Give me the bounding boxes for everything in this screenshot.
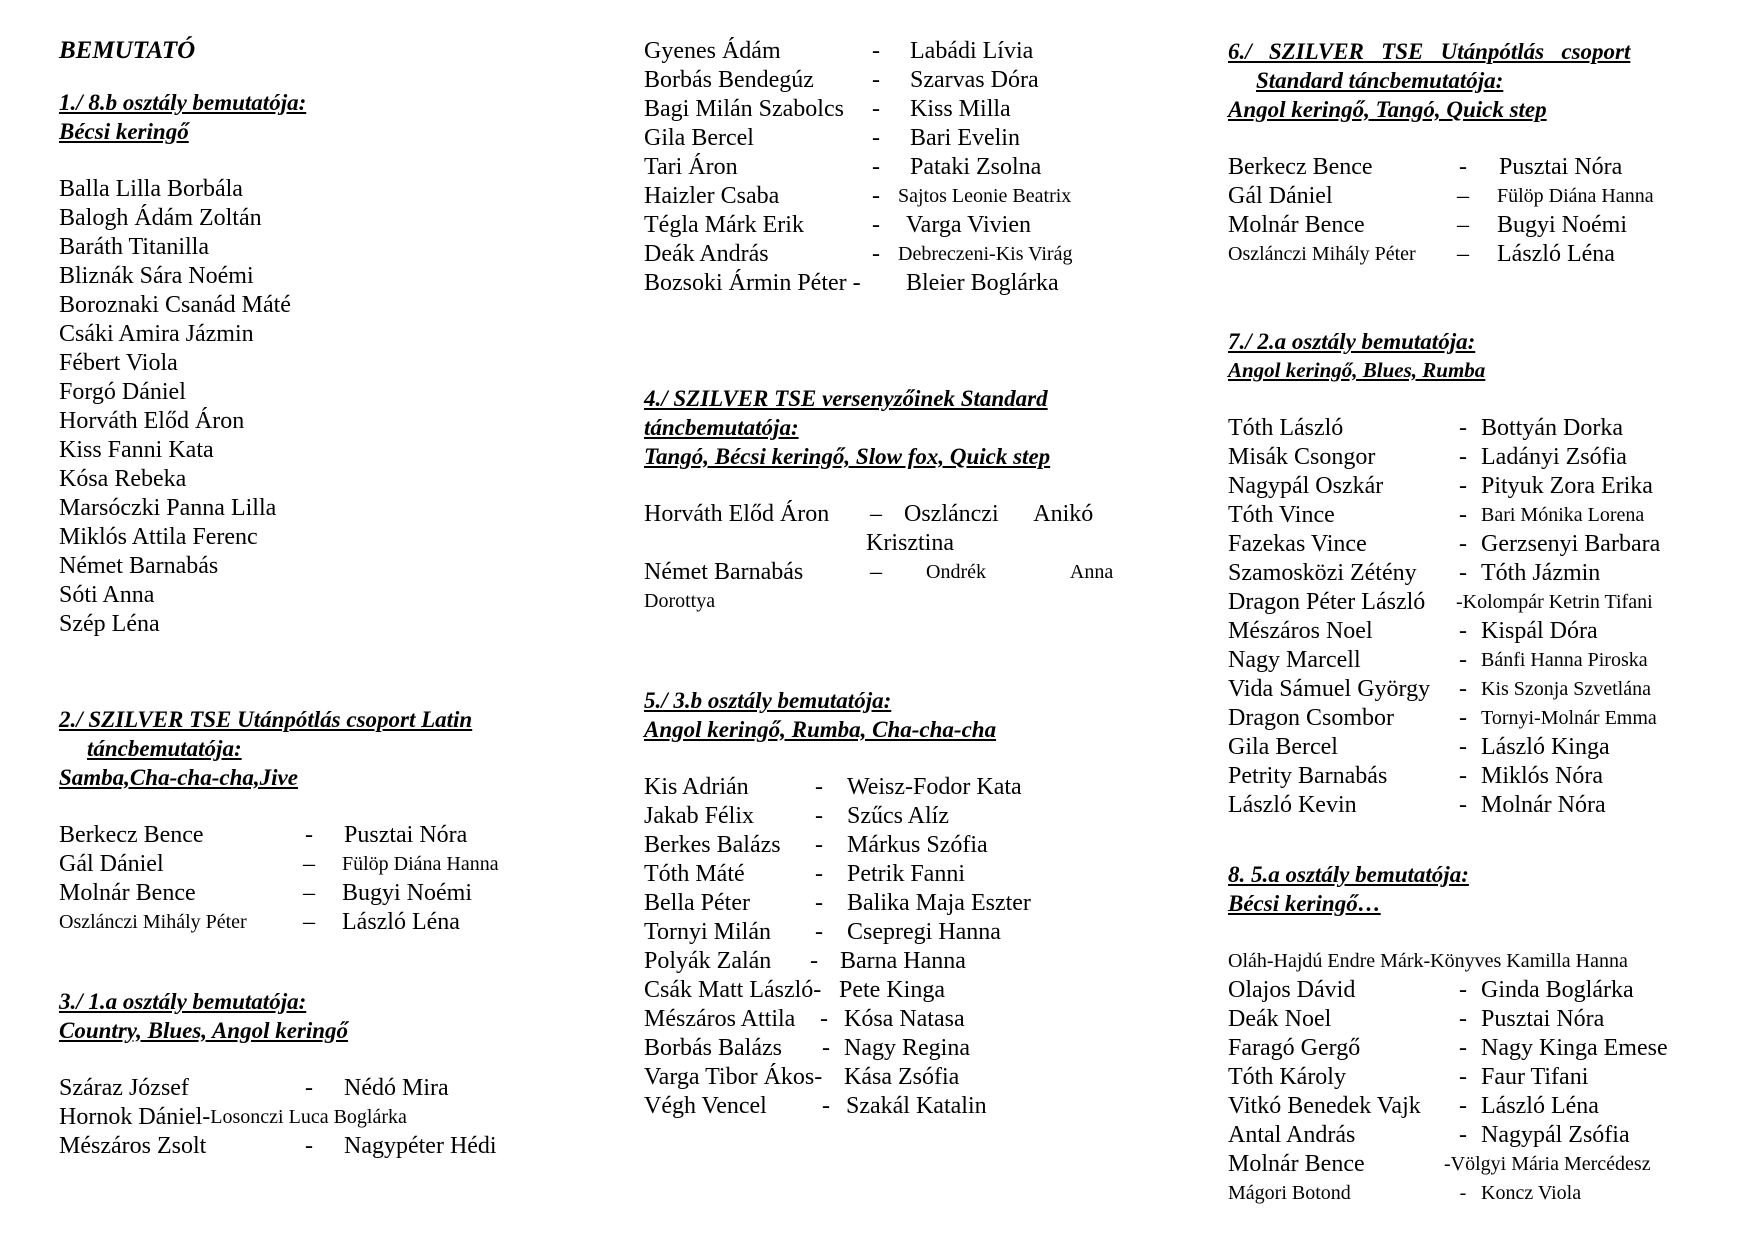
partner-a: Tari Áron (644, 154, 738, 180)
pair-row (1228, 1150, 1698, 1179)
pair-row (644, 95, 1104, 124)
pair-dash: – (303, 880, 315, 906)
pair-row (644, 558, 1114, 587)
partner-b: Nagy Kinga Emese (1481, 1035, 1668, 1061)
partner-b: Miklós Nóra (1481, 763, 1603, 789)
pair-dash: - (1459, 560, 1467, 586)
pair-row (1228, 530, 1698, 559)
pair-row (1228, 1005, 1698, 1034)
partner-b: Pityuk Zora Erika (1481, 473, 1653, 499)
pair-row (1228, 976, 1698, 1005)
section-heading: 1./ 8.b osztály bemutatója: (59, 90, 307, 115)
pair-dash: – (303, 851, 315, 877)
partner-b: Szakál Katalin (846, 1093, 987, 1119)
partner-a: Oszlánczi Mihály Péter (1228, 243, 1416, 265)
pair-row: Oláh-Hajdú Endre Márk-Könyves Kamilla Hanna (1228, 950, 1628, 972)
pair-list (644, 37, 1104, 298)
pair-list (59, 1074, 579, 1161)
pair-row (644, 153, 1104, 182)
partner-b: Bottyán Dorka (1481, 415, 1623, 441)
partner-b: Debreczeni-Kis Virág (898, 243, 1073, 265)
pair-dash: - (815, 861, 823, 887)
partner-b: Nagypál Zsófia (1481, 1122, 1630, 1148)
partner-a: Tóth Máté (644, 861, 745, 887)
partner-b: Pusztai Nóra (1499, 154, 1623, 180)
partner-b: László Kinga (1481, 734, 1610, 760)
pair-row (1228, 1034, 1698, 1063)
partner-a: Berkecz Bence (1228, 154, 1373, 180)
section-heading-cont: táncbemutatója: (644, 415, 799, 440)
pair-dash: - (822, 1093, 830, 1119)
pair-dash: – (1457, 183, 1469, 209)
partner-b: Ginda Boglárka (1481, 977, 1634, 1003)
partner-b: Bugyi Noémi (342, 880, 472, 906)
pair-row (644, 918, 1104, 947)
pair-row (1228, 1063, 1698, 1092)
pair-dash: - (1459, 154, 1467, 180)
partner-b: Oszlánczi Anikó (904, 501, 1094, 527)
page-title: BEMUTATÓ (59, 37, 196, 64)
partner-a: Hornok Dániel- (59, 1104, 211, 1130)
partner-a: Bozsoki Ármin Péter - (644, 270, 861, 296)
partner-a: Gila Bercel (1228, 734, 1338, 760)
pair-row (644, 500, 1104, 529)
partner-b: Nagypéter Hédi (344, 1133, 497, 1159)
pair-dash: - (1459, 792, 1467, 818)
pair-row (644, 240, 1104, 269)
section-heading: 4./ SZILVER TSE versenyzőinek Standard (644, 386, 1048, 411)
partner-b: Ondrék Anna (926, 561, 1114, 583)
partner-b: Faur Tifani (1481, 1064, 1589, 1090)
list-item: Marsóczki Panna Lilla (59, 495, 277, 521)
column-1 (59, 36, 579, 1201)
list-item: Balogh Ádám Zoltán (59, 205, 262, 231)
pair-row (644, 976, 1104, 1005)
pair-dash: - (1459, 531, 1467, 557)
partner-a: Antal András (1228, 1122, 1356, 1148)
pair-dash: - (822, 1035, 830, 1061)
partner-b: Kósa Natasa (844, 1006, 965, 1032)
pair-row (1228, 414, 1698, 443)
pair-list (1228, 153, 1698, 269)
partner-a: Gyenes Ádám (644, 38, 781, 64)
section-dances: Angol keringő, Tangó, Quick step (1228, 97, 1547, 122)
partner-a: Molnár Bence (1228, 212, 1365, 238)
pair-row (1228, 559, 1698, 588)
pair-dash: - (872, 38, 880, 64)
partner-b: Kása Zsófia (844, 1064, 960, 1090)
section-6 (1228, 37, 1698, 269)
pair-dash: - (1459, 1122, 1467, 1148)
pair-row (1228, 1179, 1698, 1208)
partner-a: Kis Adrián (644, 774, 749, 800)
list-item: Kósa Rebeka (59, 466, 187, 492)
pair-dash: - (872, 212, 880, 238)
partner-b: Bleier Boglárka (906, 270, 1059, 296)
partner-a: Faragó Gergő (1228, 1035, 1361, 1061)
section-7 (1228, 327, 1698, 820)
partner-a: Mágori Botond (1228, 1182, 1351, 1204)
partner-a: Tóth Vince (1228, 502, 1335, 528)
partner-a: Tóth Károly (1228, 1064, 1346, 1090)
list-item: Horváth Előd Áron (59, 408, 245, 434)
list-item: Balla Lilla Borbála (59, 176, 243, 202)
partner-b: László Léna (1497, 241, 1615, 267)
pair-dash: - (820, 1006, 828, 1032)
partner-a: Berkecz Bence (59, 822, 204, 848)
pair-row (644, 66, 1104, 95)
partner-b-cont: Krisztina (866, 530, 954, 556)
partner-b: Bugyi Noémi (1497, 212, 1627, 238)
partner-a: Borbás Bendegúz (644, 67, 814, 93)
pair-row (1228, 704, 1698, 733)
list-item: Boroznaki Csanád Máté (59, 292, 291, 318)
pair-list (1228, 947, 1698, 1208)
section-1 (59, 88, 579, 639)
section-heading: 6./ SZILVER TSE Utánpótlás csoport (1228, 39, 1631, 64)
partner-a: Vida Sámuel György (1228, 676, 1431, 702)
section-heading: 7./ 2.a osztály bemutatója: (1228, 329, 1476, 354)
partner-a: Bella Péter (644, 890, 750, 916)
pair-row (1228, 1092, 1698, 1121)
pair-list (644, 500, 1114, 616)
partner-a: Borbás Balázs (644, 1035, 782, 1061)
pair-dash: - (872, 154, 880, 180)
partner-a: Gál Dániel (1228, 183, 1333, 209)
section-dances: Samba,Cha-cha-cha,Jive (59, 765, 298, 790)
pair-row (644, 1034, 1104, 1063)
pair-dash: - (1459, 734, 1467, 760)
list-item: Szép Léna (59, 611, 160, 637)
partner-b: László Léna (1481, 1093, 1599, 1119)
section-8 (1228, 860, 1698, 1208)
partner-a: Deák Noel (1228, 1006, 1332, 1032)
partner-a: Oszlánczi Mihály Péter (59, 911, 247, 933)
pair-row (644, 182, 1104, 211)
partner-a: Német Barnabás (644, 559, 804, 585)
pair-row (59, 821, 579, 850)
partner-a: Mészáros Noel (1228, 618, 1373, 644)
section-dances: Angol keringő, Rumba, Cha-cha-cha (644, 717, 997, 742)
partner-b: Tóth Jázmin (1481, 560, 1601, 586)
partner-b: Varga Vivien (906, 212, 1031, 238)
partner-b: László Léna (342, 909, 460, 935)
list-item: Bliznák Sára Noémi (59, 263, 254, 289)
partner-b: Bánfi Hanna Piroska (1481, 649, 1648, 671)
partner-b: Nédó Mira (344, 1075, 449, 1101)
pair-row (644, 211, 1104, 240)
list-item: Sóti Anna (59, 582, 155, 608)
partner-b: Weisz-Fodor Kata (847, 774, 1022, 800)
partner-a: Csák Matt László- (644, 977, 822, 1003)
pair-dash: – (1457, 212, 1469, 238)
pair-dash: - (815, 919, 823, 945)
pair-row (644, 269, 1104, 298)
pair-list (59, 821, 579, 937)
list-item: Forgó Dániel (59, 379, 186, 405)
partner-a: Végh Vencel (644, 1093, 767, 1119)
partner-b: Molnár Nóra (1481, 792, 1606, 818)
pair-dash: - (815, 774, 823, 800)
list-item: Kiss Fanni Kata (59, 437, 214, 463)
partner-a: Fazekas Vince (1228, 531, 1367, 557)
pair-row (1228, 675, 1698, 704)
pair-row (1228, 1121, 1698, 1150)
participant-list (59, 175, 579, 639)
pair-dash: - (1459, 1064, 1467, 1090)
pair-dash: – (303, 909, 315, 935)
partner-b: Bari Mónika Lorena (1481, 504, 1645, 526)
pair-dash: - (305, 1075, 313, 1101)
partner-a: Tégla Márk Erik (644, 212, 804, 238)
partner-b: Kis Szonja Szvetlána (1481, 678, 1651, 700)
pair-list (644, 773, 1104, 1121)
section-2 (59, 705, 579, 937)
pair-list (1228, 414, 1698, 820)
pair-row (1228, 182, 1698, 211)
pair-dash: – (1457, 241, 1469, 267)
list-item: Miklós Attila Ferenc (59, 524, 258, 550)
pair-row (644, 773, 1104, 802)
pair-dash: – (870, 559, 882, 585)
pair-dash: - (872, 67, 880, 93)
pair-row (1228, 443, 1698, 472)
partner-a: László Kevin (1228, 792, 1357, 818)
partner-a: Molnár Bence (59, 880, 196, 906)
partner-b: Sajtos Leonie Beatrix (898, 185, 1072, 207)
pair-row (644, 124, 1104, 153)
section-4 (644, 384, 1114, 616)
partner-b: -Kolompár Ketrin Tifani (1456, 591, 1653, 613)
list-item: Csáki Amira Jázmin (59, 321, 254, 347)
partner-b: Petrik Fanni (847, 861, 965, 887)
pair-row (1228, 646, 1698, 675)
pair-dash: - (1459, 1006, 1467, 1032)
partner-b: -Völgyi Mária Mercédesz (1444, 1153, 1651, 1175)
pair-dash: - (1459, 473, 1467, 499)
pair-row (1228, 762, 1698, 791)
pair-dash: - (810, 948, 818, 974)
pair-row (644, 947, 1104, 976)
pair-dash: - (815, 803, 823, 829)
pair-row (644, 1063, 1104, 1092)
pair-dash: - (872, 96, 880, 122)
pair-dash: - (1459, 977, 1467, 1003)
partner-a: Tornyi Milán (644, 919, 771, 945)
partner-b: Kiss Milla (910, 96, 1011, 122)
partner-a: Molnár Bence (1228, 1151, 1365, 1177)
list-item: Fébert Viola (59, 350, 178, 376)
partner-b-cont: Dorottya (644, 590, 716, 612)
pair-row (1228, 791, 1698, 820)
partner-a: Szamosközi Zétény (1228, 560, 1417, 586)
pair-row (1228, 733, 1698, 762)
partner-b: Márkus Szófia (847, 832, 988, 858)
section-3-continued (644, 37, 1104, 298)
pair-dash: - (1459, 647, 1467, 673)
section-heading-cont: táncbemutatója: (87, 736, 242, 761)
section-dances: Tangó, Bécsi keringő, Slow fox, Quick step (644, 444, 1051, 469)
pair-row (1228, 472, 1698, 501)
partner-a: Berkes Balázs (644, 832, 781, 858)
pair-row (1228, 617, 1698, 646)
partner-a: Gila Bercel (644, 125, 754, 151)
pair-dash: - (305, 1133, 313, 1159)
section-heading: 8. 5.a osztály bemutatója: (1228, 862, 1469, 887)
pair-row (59, 879, 579, 908)
partner-b: Pataki Zsolna (910, 154, 1042, 180)
partner-a: Gál Dániel (59, 851, 164, 877)
pair-dash: - (815, 890, 823, 916)
partner-a: Jakab Félix (644, 803, 754, 829)
section-dances: Bécsi keringő (59, 119, 189, 144)
pair-row (59, 908, 579, 937)
pair-row (59, 1132, 579, 1161)
pair-dash: - (872, 241, 880, 267)
pair-dash: - (1459, 444, 1467, 470)
partner-a: Tóth László (1228, 415, 1344, 441)
section-heading-cont: Standard táncbemutatója: (1256, 68, 1504, 93)
partner-a: Száraz József (59, 1075, 189, 1101)
partner-b: Losonczi Luca Boglárka (210, 1106, 407, 1128)
partner-b: Gerzsenyi Barbara (1481, 531, 1661, 557)
pair-dash: - (872, 183, 880, 209)
partner-b: Barna Hanna (840, 948, 966, 974)
pair-row (644, 1005, 1104, 1034)
partner-a: Deák András (644, 241, 769, 267)
pair-row (644, 860, 1104, 889)
partner-b: Ladányi Zsófia (1481, 444, 1627, 470)
pair-dash: - (1459, 763, 1467, 789)
partner-a: Bagi Milán Szabolcs (644, 96, 844, 122)
pair-row (644, 529, 1104, 558)
partner-b: Bari Evelin (910, 125, 1020, 151)
partner-b: Fülöp Diána Hanna (1497, 185, 1654, 207)
pair-row (1228, 588, 1698, 617)
partner-b: Szűcs Alíz (847, 803, 949, 829)
pair-dash: - (1459, 618, 1467, 644)
pair-row (644, 1092, 1104, 1121)
partner-a: Horváth Előd Áron (644, 501, 830, 527)
partner-b: Kispál Dóra (1481, 618, 1598, 644)
partner-a: Mészáros Attila (644, 1006, 796, 1032)
list-item: Baráth Titanilla (59, 234, 209, 260)
pair-dash: - (872, 125, 880, 151)
partner-a: Nagypál Oszkár (1228, 473, 1384, 499)
partner-b: Koncz Viola (1481, 1182, 1582, 1204)
column-2 (644, 37, 1114, 1161)
pair-row (59, 1074, 579, 1103)
partner-b: Nagy Regina (844, 1035, 970, 1061)
pair-dash: - (1459, 502, 1467, 528)
list-item: Német Barnabás (59, 553, 219, 579)
pair-dash: – (870, 501, 882, 527)
section-5 (644, 686, 1104, 1121)
section-dances: Country, Blues, Angol keringő (59, 1018, 349, 1043)
partner-a: Haizler Csaba (644, 183, 780, 209)
partner-a: Vitkó Benedek Vajk (1228, 1093, 1421, 1119)
pair-dash: - (1459, 415, 1467, 441)
pair-row (644, 37, 1104, 66)
pair-row (1228, 153, 1698, 182)
partner-b: Csepregi Hanna (847, 919, 1001, 945)
partner-b: Labádi Lívia (910, 38, 1034, 64)
pair-dash: - (1459, 676, 1467, 702)
partner-a: Misák Csongor (1228, 444, 1376, 470)
partner-a: Dragon Csombor (1228, 705, 1394, 731)
pair-row (644, 802, 1104, 831)
section-3 (59, 987, 579, 1161)
partner-a: Nagy Marcell (1228, 647, 1361, 673)
partner-b: Fülöp Diána Hanna (342, 853, 499, 875)
section-heading: 5./ 3.b osztály bemutatója: (644, 688, 892, 713)
partner-a: Varga Tibor Ákos- (644, 1064, 823, 1090)
pair-row (644, 889, 1104, 918)
column-3 (1228, 37, 1698, 1248)
pair-row (644, 831, 1104, 860)
section-heading: 3./ 1.a osztály bemutatója: (59, 989, 307, 1014)
partner-a: Petrity Barnabás (1228, 763, 1388, 789)
pair-row (1228, 501, 1698, 530)
partner-a: Olajos Dávid (1228, 977, 1356, 1003)
partner-b: Pusztai Nóra (344, 822, 468, 848)
pair-dash: - (815, 832, 823, 858)
partner-a: Mészáros Zsolt (59, 1133, 207, 1159)
partner-b: Balika Maja Eszter (847, 890, 1031, 916)
partner-b: Pusztai Nóra (1481, 1006, 1605, 1032)
section-dances: Bécsi keringő… (1228, 891, 1381, 916)
pair-dash: - (1459, 1182, 1467, 1204)
section-dances: Angol keringő, Blues, Rumba (1228, 358, 1486, 382)
pair-row (59, 1103, 579, 1132)
partner-b: Pete Kinga (839, 977, 945, 1003)
pair-dash: - (1459, 1035, 1467, 1061)
partner-b: Szarvas Dóra (910, 67, 1039, 93)
partner-a: Polyák Zalán (644, 948, 772, 974)
pair-dash: - (305, 822, 313, 848)
pair-row (59, 850, 579, 879)
pair-row (1228, 211, 1698, 240)
partner-b: Tornyi-Molnár Emma (1481, 707, 1657, 729)
pair-dash: - (1459, 705, 1467, 731)
pair-dash: - (1459, 1093, 1467, 1119)
section-heading: 2./ SZILVER TSE Utánpótlás csoport Latin (59, 707, 473, 732)
pair-row (1228, 240, 1698, 269)
partner-a: Dragon Péter László (1228, 589, 1426, 615)
